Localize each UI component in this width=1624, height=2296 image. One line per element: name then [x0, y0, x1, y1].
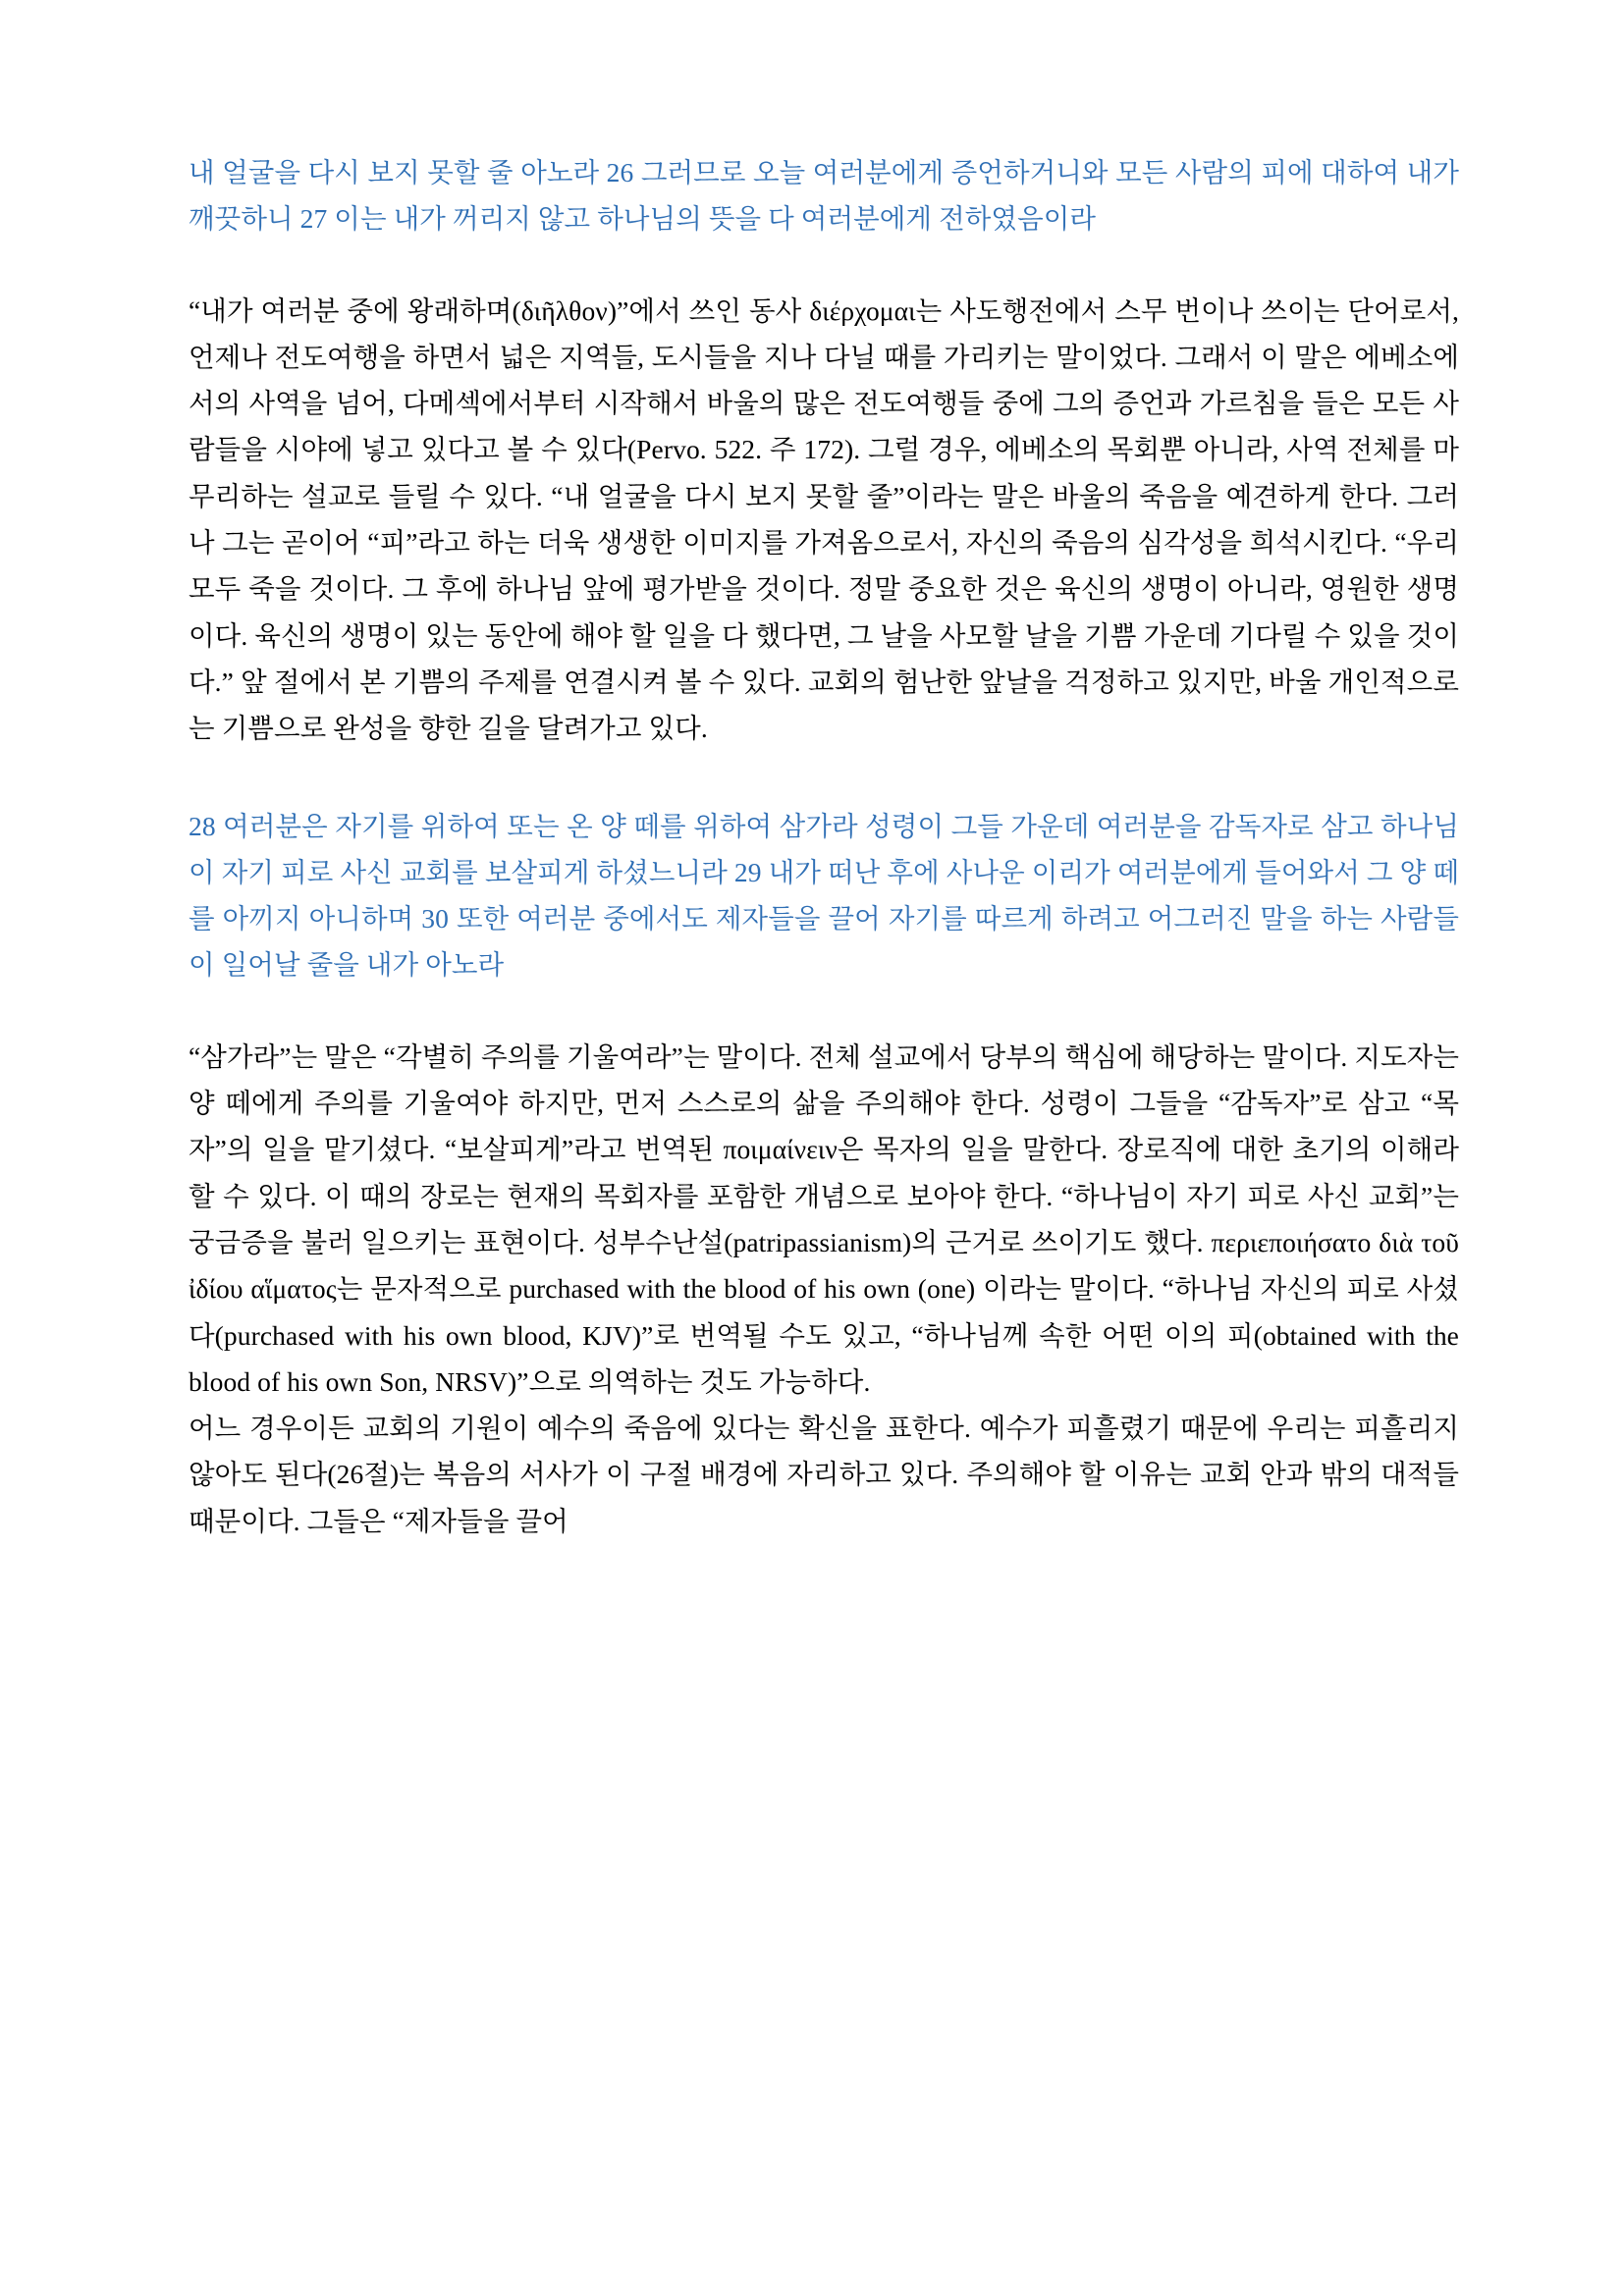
- document-body: [189, 149, 1459, 1544]
- scripture-passage-acts-20-25-27: 내 얼굴을 다시 보지 못할 줄 아노라 26 그러므로 오늘 여러분에게 증언하거니와 모든 사람의 피에 대하여 내가 깨끗하니 27 이는 내가 꺼리지 않고 하나님의 뜻을 다 여러분에게 전하였음이라: [189, 157, 1459, 235]
- paragraph-spacer: [189, 242, 1459, 288]
- commentary-paragraph-church-origin: 어느 경우이든 교회의 기원이 예수의 죽음에 있다는 확신을 표한다. 예수가 피흘렸기 때문에 우리는 피흘리지 않아도 된다(26절)는 복음의 서사가 이 구절 배경에 자리하고 있다. 주의해야 할 이유는 교회 안과 밖의 대적들 때문이다. 그들은 “제자들을 끌어: [189, 1413, 1459, 1536]
- paragraph-spacer: [189, 988, 1459, 1034]
- paragraph-spacer: [189, 752, 1459, 803]
- commentary-paragraph-poimainein: “삼가라”는 말은 “각별히 주의를 기울여라”는 말이다. 전체 설교에서 당부의 핵심에 해당하는 말이다. 지도자는 양 떼에게 주의를 기울여야 하지만, 먼저 스스로의 삶을 주의해야 한다. 성령이 그들을 “감독자”로 삼고 “목자”의 일을 맡기셨다. “보살피게”라고 번역된 ποιμαίνειν은 목자의 일을 말한다. 장로직에 대한 초기의 이해라 할 수 있다. 이 때의 장로는 현재의 목회자를 포함한 개념으로 보아야 한다. “하나님이 자기 피로 사신 교회”는 궁금증을 불러 일으키는 표현이다. 성부수난설(patripassianism)의 근거로 쓰이기도 했다. περιεποιήσατο διὰ τοῦ ἰδίου αἵματος는 문자적으로 purchased with the blood of his own (one) 이라는 말이다. “하나님 자신의 피로 사셨다(purchased with his own blood, KJV)”로 번역될 수도 있고, “하나님께 속한 어떤 이의 피(obtained with the blood of his own Son, NRSV)”으로 의역하는 것도 가능하다.: [189, 1041, 1459, 1397]
- commentary-paragraph-dierchomai: “내가 여러분 중에 왕래하며(διῆλθον)”에서 쓰인 동사 διέρχομαι는 사도행전에서 스무 번이나 쓰이는 단어로서, 언제나 전도여행을 하면서 넓은 지역들, 도시들을 지나 다닐 때를 가리키는 말이었다. 그래서 이 말은 에베소에서의 사역을 넘어, 다메섹에서부터 시작해서 바울의 많은 전도여행들 중에 그의 증언과 가르침을 들은 모든 사람들을 시야에 넣고 있다고 볼 수 있다(Pervo. 522. 주 172). 그럴 경우, 에베소의 목회뿐 아니라, 사역 전체를 마무리하는 설교로 들릴 수 있다. “내 얼굴을 다시 보지 못할 줄”이라는 말은 바울의 죽음을 예견하게 한다. 그러나 그는 곧이어 “피”라고 하는 더욱 생생한 이미지를 가져옴으로서, 자신의 죽음의 심각성을 희석시킨다. “우리 모두 죽을 것이다. 그 후에 하나님 앞에 평가받을 것이다. 정말 중요한 것은 육신의 생명이 아니라, 영원한 생명이다. 육신의 생명이 있는 동안에 해야 할 일을 다 했다면, 그 날을 사모할 날을 기쁨 가운데 기다릴 수 있을 것이다.” 앞 절에서 본 기쁨의 주제를 연결시켜 볼 수 있다. 교회의 험난한 앞날을 걱정하고 있지만, 바울 개인적으로는 기쁨으로 완성을 향한 길을 달려가고 있다.: [189, 294, 1459, 744]
- scripture-passage-acts-20-28-30: 28 여러분은 자기를 위하여 또는 온 양 떼를 위하여 삼가라 성령이 그들 가운데 여러분을 감독자로 삼고 하나님이 자기 피로 사신 교회를 보살피게 하셨느니라 29 내가 떠난 후에 사나운 이리가 여러분에게 들어와서 그 양 떼를 아끼지 아니하며 30 또한 여러분 중에서도 제자들을 끌어 자기를 따르게 하려고 어그러진 말을 하는 사람들이 일어날 줄을 내가 아노라: [189, 810, 1459, 981]
